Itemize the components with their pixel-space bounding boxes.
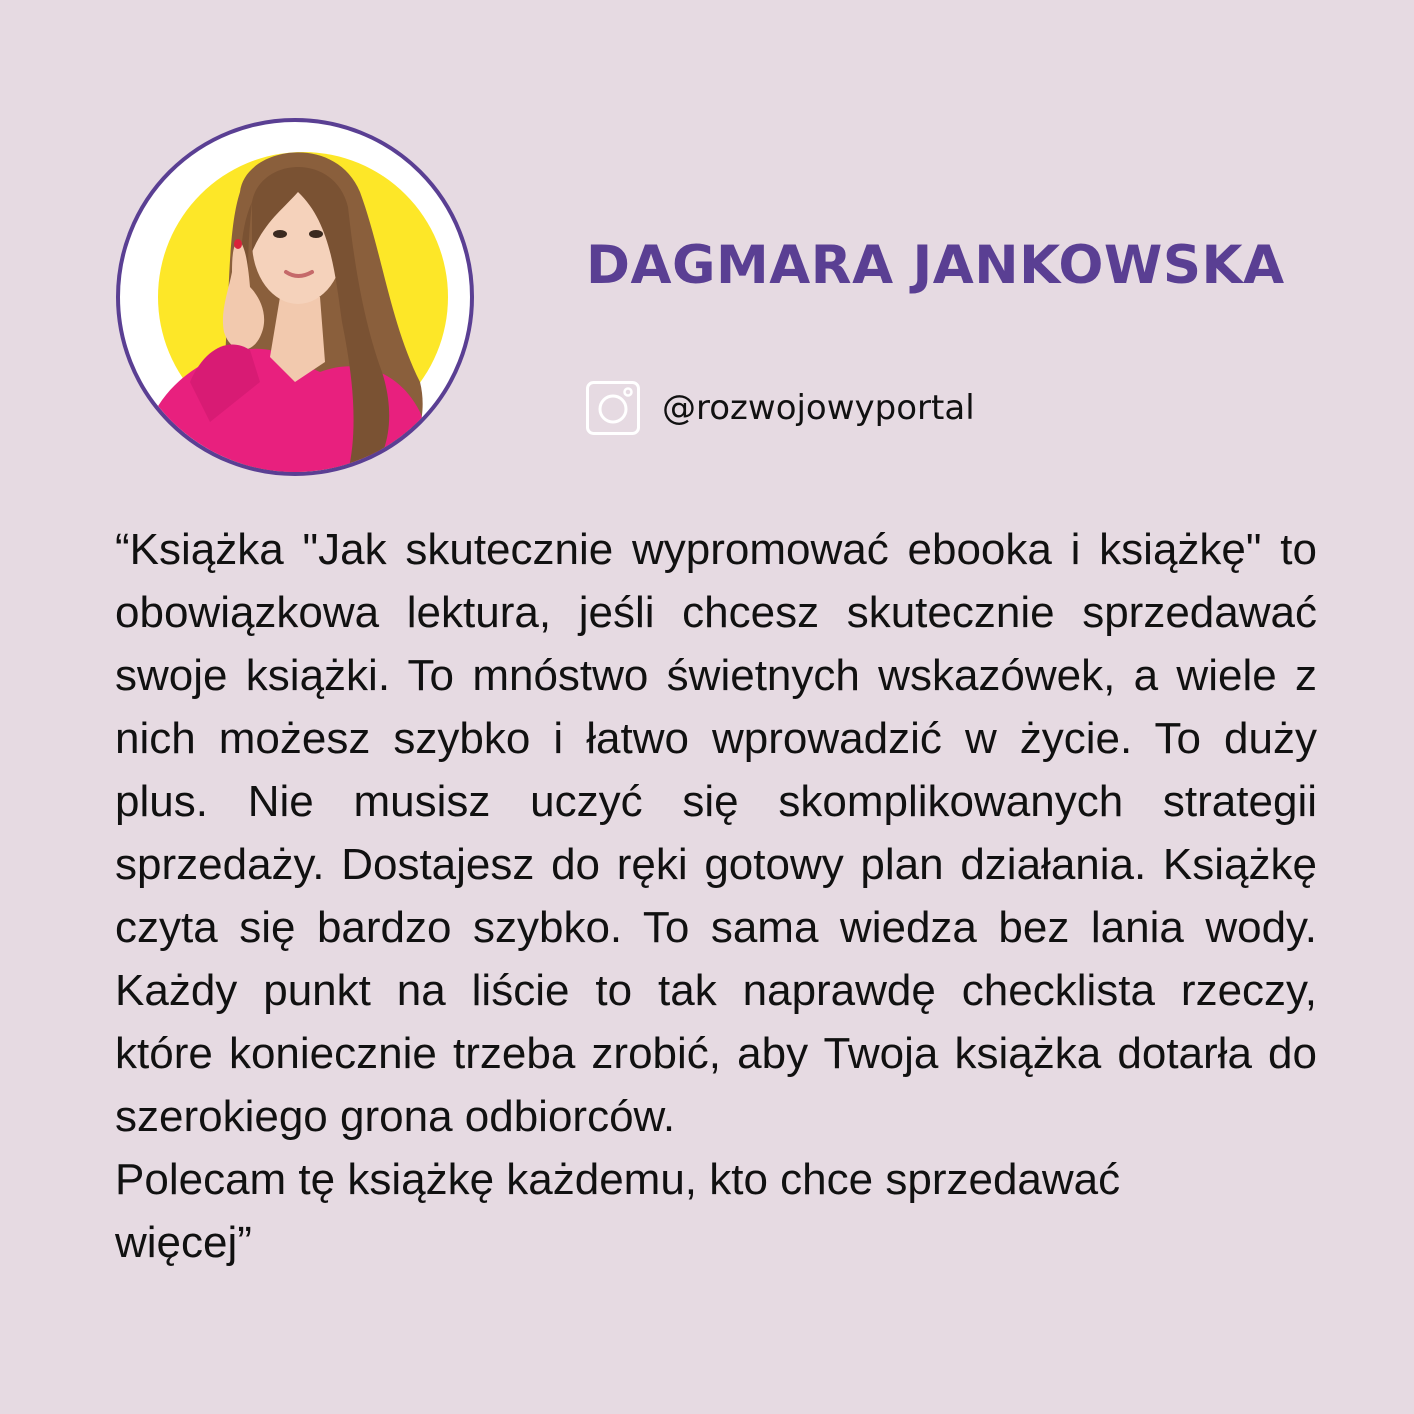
instagram-handle: @rozwojowyportal: [662, 388, 975, 428]
instagram-icon: [586, 381, 640, 435]
instagram-link[interactable]: [586, 380, 975, 436]
testimonial-quote: [115, 518, 1317, 1274]
testimonial-paragraph: “Książka "Jak skutecznie wypromować ebooka i książkę" to obowiązkowa lektura, jeśli chcesz skutecznie sprzedawać swoje książki. To mnóstwo świetnych wskazówek, a wiele z nich możesz szybko i łatwo wprowadzić w życie. To duży plus. Nie musisz uczyć się skomplikowanych strategii sprzedaży. Dostajesz do ręki gotowy plan działania. Książkę czyta się bardzo szybko. To sama wiedza bez lania wody. Każdy punkt na liście to tak naprawdę checklista rzeczy, które koniecznie trzeba zrobić, aby Twoja książka dotarła do szerokiego grona odbiorców.: [115, 525, 1317, 1141]
avatar-portrait: [120, 122, 470, 472]
testimonial-closing: Polecam tę książkę każdemu, kto chce sprzedawać więcej”: [115, 1155, 1121, 1267]
avatar: [116, 118, 474, 476]
profile-name: DAGMARA JANKOWSKA: [586, 235, 1285, 296]
